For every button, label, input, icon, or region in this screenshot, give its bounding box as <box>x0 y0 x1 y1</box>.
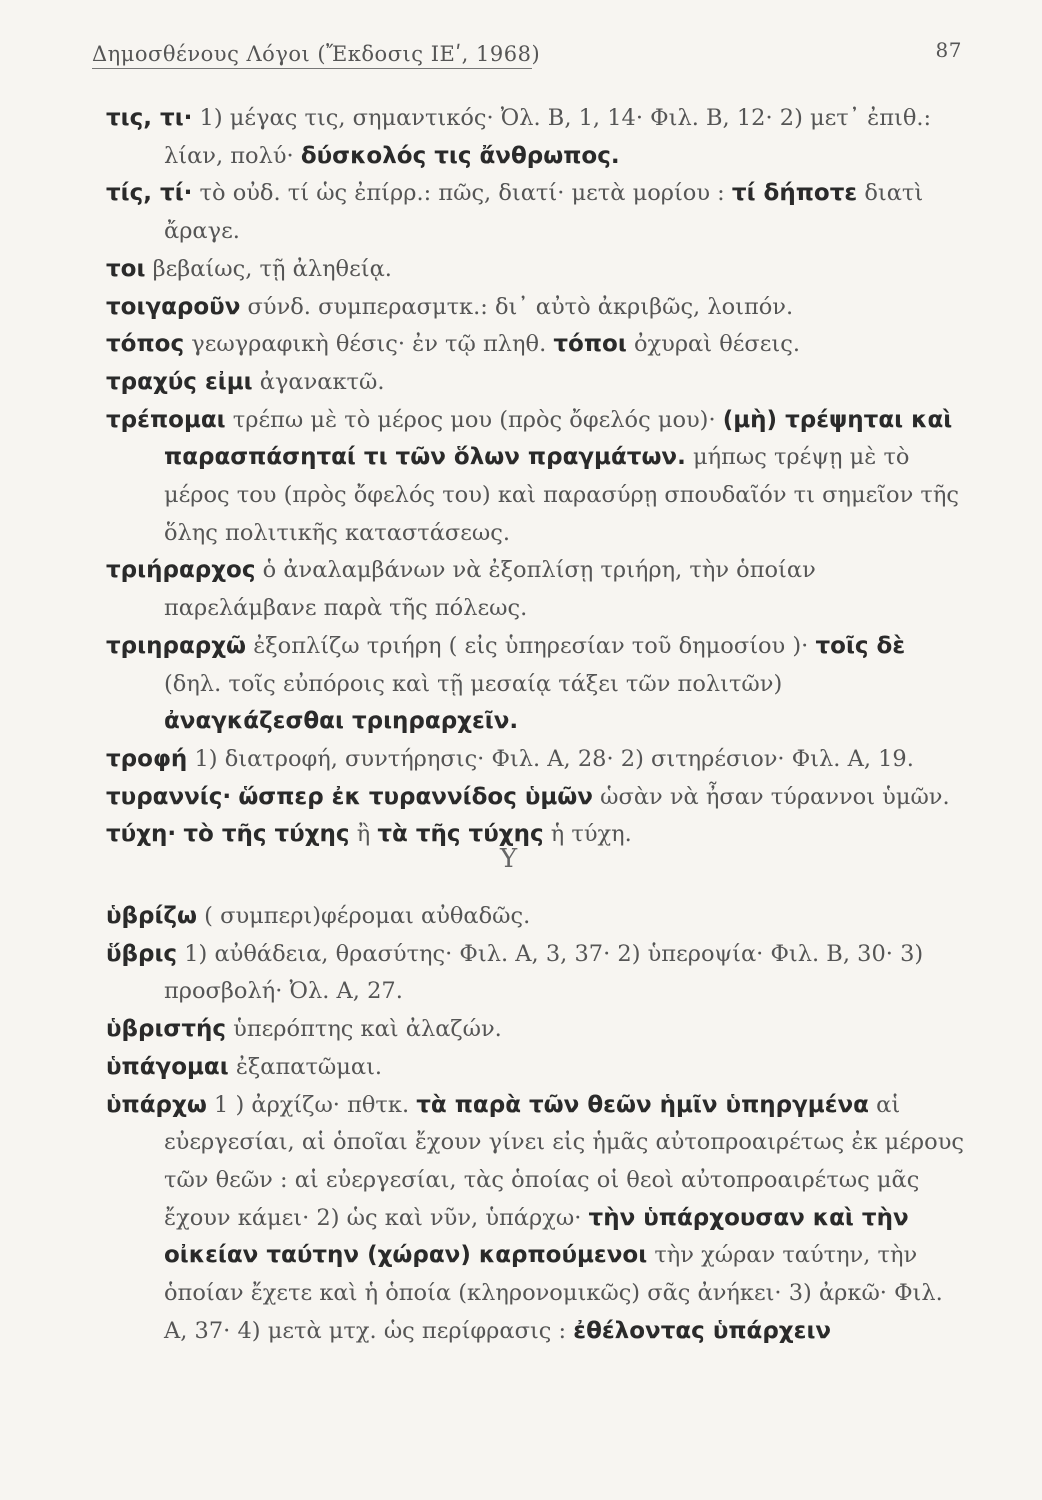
entry-gloss: ἐξοπλίζω τριήρη ( εἰς ὑπηρεσίαν τοῦ δημοσίου )· <box>246 632 816 659</box>
running-title: Δημοσθένους Λόγοι (Ἔκδοσις ΙΕʹ, 1968) <box>92 42 541 66</box>
entry-lemma: τρέπομαι <box>106 406 226 433</box>
dictionary-entry <box>106 936 966 1011</box>
entry-lemma: τύχη· <box>106 821 177 848</box>
entry-gloss: ἢ <box>349 821 378 848</box>
entry-quote: τόποι <box>553 331 627 358</box>
dictionary-entry <box>106 326 966 364</box>
entry-gloss: τὴν χώραν ταύτην, τὴν ὁποίαν ἔχετε καὶ ἡ ὁποία (κληρονομικῶς) σᾶς ἀνήκει· 3) ἀρκῶ· Φιλ. Α, 37· 4) μετὰ μτχ. ὡς περίφρασις : <box>164 1242 943 1344</box>
dictionary-entry <box>106 402 966 553</box>
dictionary-entry <box>106 741 966 779</box>
dictionary-entry <box>106 898 966 936</box>
entry-gloss: 1) μέγας τις, σημαντικός· Ὀλ. Β, 1, 14· Φιλ. Β, 12· 2) μετ᾽ ἐπιθ.: λίαν, πολύ· <box>164 105 932 169</box>
entry-quote: ἐθέλοντας ὑπάρχειν <box>573 1317 832 1344</box>
entry-lemma: ὑβριστής <box>106 1016 227 1043</box>
dictionary-entry <box>106 1087 966 1351</box>
dictionary-entry <box>106 628 966 741</box>
entry-gloss: (δηλ. τοῖς εὐπόροις καὶ τῇ μεσαίᾳ τάξει τῶν πολιτῶν) <box>164 670 783 697</box>
entry-lemma: τριήραρχος <box>106 557 256 584</box>
entry-gloss: ὁ ἀναλαμβάνων νὰ ἐξοπλίσῃ τριήρη, τὴν ὁποίαν παρελάμβανε παρὰ τῆς πόλεως. <box>164 557 816 622</box>
entry-lemma: τριηραρχῶ <box>106 632 247 659</box>
entry-gloss: 1) αὐθάδεια, θρασύτης· Φιλ. Α, 3, 37· 2) ὑπεροψία· Φιλ. Β, 30· 3) προσβολή· Ὀλ. Α, 27. <box>164 940 924 1005</box>
entry-quote: (μὴ) τρέψηται καὶ παρασπάσηταί τι τῶν ὅλων πραγμάτων. <box>164 406 953 471</box>
dictionary-entry <box>106 552 966 627</box>
dictionary-entry <box>106 1049 966 1087</box>
entry-quote: τὴν ὑπάρχουσαν καὶ τὴν οἰκείαν ταύτην (χώραν) καρπούμενοι <box>164 1204 909 1269</box>
header-rule <box>92 68 532 69</box>
entry-gloss: μήπως τρέψῃ μὲ τὸ μέρος του (πρὸς ὄφελός του) καὶ παρασύρῃ σπουδαῖόν τι σημεῖον τῆς ὅλης πολιτικῆς καταστάσεως. <box>164 444 959 546</box>
entry-gloss: ὀχυραὶ θέσεις. <box>626 331 801 358</box>
dictionary-entry <box>106 251 966 289</box>
entry-lemma: τίς, τί· <box>106 180 193 207</box>
entry-gloss: τρέπω μὲ τὸ μέρος μου (πρὸς ὄφελός μου)· <box>225 406 723 433</box>
entry-gloss: διατὶ ἄραγε. <box>164 180 924 245</box>
entry-quote: τὰ παρὰ τῶν θεῶν ἡμῖν ὑπηργμένα <box>416 1091 869 1118</box>
entry-lemma: ὑπάγομαι <box>106 1053 229 1080</box>
entry-lemma: ὕβρις <box>106 940 178 967</box>
entry-lemma: τοι <box>106 255 146 282</box>
entry-gloss: ( συμπερι)φέρομαι αὐθαδῶς. <box>197 903 531 929</box>
dictionary-entry <box>106 1011 966 1049</box>
dictionary-entry <box>106 289 966 327</box>
entry-gloss: τὸ οὐδ. τί ὡς ἐπίρρ.: πῶς, διατί· μετὰ μορίου : <box>192 180 732 207</box>
entry-quote: τοῖς δὲ <box>815 632 906 659</box>
entry-gloss: γεωγραφικὴ θέσις· ἐν τῷ πληθ. <box>184 331 554 358</box>
entry-gloss: ἀγανακτῶ. <box>252 368 385 395</box>
entry-quote: τὸ τῆς τύχης <box>183 821 350 848</box>
entry-gloss: βεβαίως, τῇ ἀληθείᾳ. <box>145 255 392 282</box>
entry-gloss: 1 ) ἀρχίζω· πθτκ. <box>206 1091 417 1118</box>
dictionary-entry <box>106 100 966 175</box>
entry-quote: δύσκολός τις ἄνθρωπος. <box>300 142 620 169</box>
entries-section-t <box>106 100 966 854</box>
entry-gloss: ἐξαπατῶμαι. <box>228 1053 383 1080</box>
dictionary-entry <box>106 816 966 854</box>
entry-lemma: ὑβρίζω <box>106 903 198 929</box>
entry-lemma: τυραννίς· <box>106 783 232 810</box>
entry-lemma: τις, τι· <box>106 105 193 131</box>
entry-lemma: τραχύς εἰμι <box>106 368 253 395</box>
entry-lemma: τόπος <box>106 331 185 358</box>
entry-lemma: ὑπάρχω <box>106 1091 207 1118</box>
entry-gloss: 1) διατροφή, συντήρησις· Φιλ. Α, 28· 2) σιτηρέσιον· Φιλ. Α, 19. <box>187 745 914 772</box>
section-letter: Υ <box>500 844 518 874</box>
entry-lemma: τροφή <box>106 745 188 772</box>
page-number: 87 <box>935 38 962 62</box>
entries-section-u <box>106 898 966 1350</box>
dictionary-entry <box>106 175 966 250</box>
entry-gloss: ὡσὰν νὰ ἦσαν τύραννοι ὑμῶν. <box>592 783 950 810</box>
entry-lemma: τοιγαροῦν <box>106 293 241 320</box>
entry-gloss: ὑπερόπτης καὶ ἀλαζών. <box>226 1016 502 1043</box>
entry-quote: ὥσπερ ἐκ τυραννίδος ὑμῶν <box>238 783 593 810</box>
entry-gloss: ἡ τύχη. <box>543 821 632 848</box>
entry-gloss: σύνδ. συμπερασμτκ.: δι᾽ αὐτὸ ἀκριβῶς, λοιπόν. <box>240 293 794 320</box>
entry-gloss: αἱ εὐεργεσίαι, αἱ ὁποῖαι ἔχουν γίνει εἰς ἡμᾶς αὐτοπροαιρέτως ἐκ μέρους τῶν θεῶν : αἱ εὐεργεσίαι, τὰς ὁποίας οἱ θεοὶ αὐτοπροαιρέτως μᾶς ἔχουν κάμει· 2) ὡς καὶ νῦν, ὑπάρχω· <box>164 1091 964 1231</box>
dictionary-entry <box>106 364 966 402</box>
entry-quote: ἀναγκάζεσθαι τριηραρχεῖν. <box>164 708 519 735</box>
entry-quote: τί δήποτε <box>731 180 858 207</box>
entry-quote: τὰ τῆς τύχης <box>377 821 544 848</box>
dictionary-entry <box>106 779 966 817</box>
